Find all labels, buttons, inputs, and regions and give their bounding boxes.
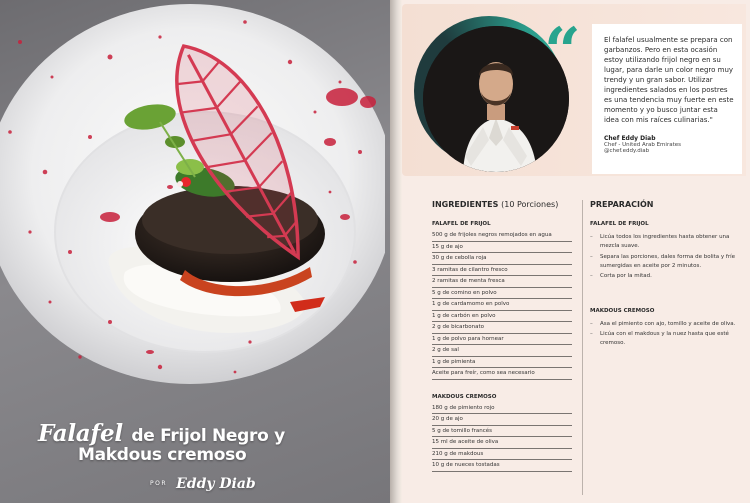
ingredients-portions: (10 Porciones): [501, 200, 559, 209]
ingredient-list: [432, 403, 572, 472]
preparation-group-makdous: [590, 308, 746, 349]
column-divider: [582, 200, 583, 495]
page-gutter: [390, 0, 402, 503]
recipe-title-line-1-rest: de Frijol Negro y: [125, 426, 285, 446]
preparation-group-title: MAKDOUS CREMOSO: [590, 307, 655, 314]
preparation-steps: [590, 320, 746, 349]
ingredient-item: 30 g de cebolla roja: [432, 253, 572, 265]
ingredient-item: 1 g de polvo para hornear: [432, 334, 572, 346]
ingredient-item: 15 ml de aceite de oliva: [432, 437, 572, 449]
ingredient-item: 210 g de makdous: [432, 449, 572, 461]
chef-role: Chef - United Arab Emirates: [604, 142, 681, 149]
chef-portrait-ring: [414, 16, 564, 166]
recipe-title-line-1: [38, 420, 378, 447]
recipe-title-line-2: Makdous cremoso: [78, 445, 247, 465]
ingredient-item: 180 g de pimiento rojo: [432, 403, 572, 415]
chef-handle: @chef.eddy.diab: [604, 148, 650, 155]
preparation-step: – Licúa todos los ingredientes hasta obtener una mezcla suave.: [590, 233, 746, 252]
ingredient-group-title: MAKDOUS CREMOSO: [432, 393, 497, 400]
ingredient-item: 20 g de ajo: [432, 414, 572, 426]
dish-photo: [0, 2, 385, 387]
page-number: · · ·: [734, 0, 746, 4]
quote-mark-icon: “: [544, 14, 581, 89]
chef-name: Chef Eddy Diab: [604, 135, 656, 143]
ingredient-item: 1 g de pimienta: [432, 357, 572, 369]
chef-quote-text: El falafel usualmente se prepara con garbanzos. Pero en esta ocasión estoy utilizando frijol negro en su lugar, para darle un color negro muy trendy y un gran sabor. Utilizar ingredientes salados en los postres es una tendencia muy fuerte en este momento y yo busco juntar esta idea con mis raíces culinarias.": [604, 36, 734, 124]
ingredient-item: 2 g de bicarbonato: [432, 322, 572, 334]
preparation-group-falafel: [590, 221, 746, 282]
ingredient-item: 5 g de comino en polvo: [432, 288, 572, 300]
ingredient-item: 2 g de sal: [432, 345, 572, 357]
preparation-step: – Separa las porciones, dales forma de bolita y fríe sumergidas en aceite por 2 minutos.: [590, 253, 746, 272]
byline-author: Eddy Diab: [176, 476, 256, 492]
recipe-page: [402, 0, 750, 503]
ingredient-group-title: FALAFEL DE FRIJOL: [432, 221, 491, 227]
ingredient-item: 3 ramitas de cilantro fresco: [432, 265, 572, 277]
ingredient-item: 1 g de carbón en polvo: [432, 311, 572, 323]
preparation-section: [590, 200, 746, 350]
recipe-title: [38, 420, 378, 492]
preparation-group-title: FALAFEL DE FRIJOL: [590, 221, 649, 227]
ingredients-section: [432, 200, 572, 472]
quote-card: [592, 24, 742, 174]
ingredient-item: 500 g de frijoles negros remojados en agua: [432, 230, 572, 242]
ingredients-heading: [432, 200, 572, 209]
ingredient-item: Aceite para freír, como sea necesario: [432, 368, 572, 380]
ingredient-item: 1 g de cardamomo en polvo: [432, 299, 572, 311]
preparation-heading: PREPARACIÓN: [590, 200, 654, 209]
preparation-steps: [590, 233, 746, 282]
ingredient-item: 15 g de ajo: [432, 242, 572, 254]
ingredient-list: [432, 230, 572, 380]
ingredient-group-makdous: [432, 394, 572, 472]
chef-quote-section: [402, 4, 746, 176]
preparation-step: – Licúa con el makdous y la nuez hasta que esté cremoso.: [590, 330, 746, 349]
recipe-title-script-word: Falafel: [38, 420, 123, 447]
ingredient-item: 5 g de tomillo francés: [432, 426, 572, 438]
preparation-step: – Asa el pimiento con ajo, tomillo y aceite de oliva.: [590, 320, 746, 329]
byline-label: POR: [150, 480, 168, 487]
ingredient-group-falafel: [432, 221, 572, 380]
ingredient-item: 2 ramitas de menta fresca: [432, 276, 572, 288]
preparation-step: – Corta por la mitad.: [590, 272, 746, 281]
byline: [150, 473, 378, 492]
ingredients-heading-label: INGREDIENTES: [432, 200, 499, 209]
ingredient-item: 10 g de nueces tostadas: [432, 460, 572, 472]
